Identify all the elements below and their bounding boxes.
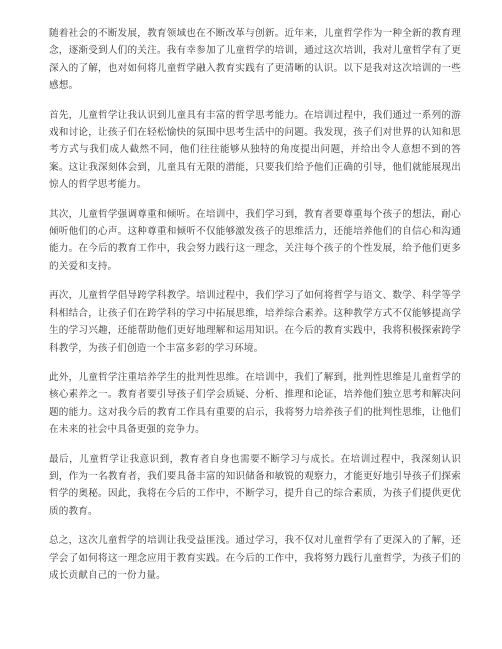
- document-body: [49, 25, 461, 596]
- paragraph-fourth: 此外，儿童哲学注重培养学生的批判性思维。在培训中，我们了解到，批判性思维是儿童哲学的核心素养之一。教育者要引导孩子们学会质疑、分析、推理和论证，培养他们独立思考和解决问题的能力。这对我今后的教育工作具有重要的启示，我将努力培养孩子们的批判性思维，让他们在未来的社会中具备更强的竞争力。: [49, 371, 461, 436]
- paragraph-second: 其次，儿童哲学强调尊重和倾听。在培训中，我们学习到，教育者要尊重每个孩子的想法，耐心倾听他们的心声。这种尊重和倾听不仅能够激发孩子的思维活力，还能培养他们的自信心和沟通能力。在今后的教育工作中，我会努力践行这一理念，关注每个孩子的个性发展，给予他们更多的关爱和支持。: [49, 208, 461, 272]
- paragraph-intro: 随着社会的不断发展，教育领域也在不断改革与创新。近年来，儿童哲学作为一种全新的教育理念，逐渐受到人们的关注。我有幸参加了儿童哲学的培训，通过这次培训，我对儿童哲学有了更深入的了解，也对如何将儿童哲学融入教育实践有了更清晰的认识。以下是我对这次培训的一些感想。: [49, 28, 461, 92]
- paragraph-third: 再次，儿童哲学倡导跨学科教学。培训过程中，我们学习了如何将哲学与语文、数学、科学等学科相结合，让孩子们在跨学科的学习中拓展思维，培养综合素养。这种教学方式不仅能够提高学生的学习兴趣，还能帮助他们更好地理解和运用知识。在今后的教育实践中，我将积极探索跨学科教学，为孩子们创造一个丰富多彩的学习环境。: [49, 290, 461, 354]
- paragraph-fifth: 最后，儿童哲学让我意识到，教育者自身也需要不断学习与成长。在培训过程中，我深刻认识到，作为一名教育者，我们要具备丰富的知识储备和敏锐的观察力，才能更好地引导孩子们探索哲学的奥秘。因此，我将在今后的工作中，不断学习，提升自己的综合素质，为孩子们提供更优质的教育。: [49, 453, 461, 517]
- paragraph-first: 首先，儿童哲学让我认识到儿童具有丰富的哲学思考能力。在培训过程中，我们通过一系列的游戏和讨论，让孩子们在轻松愉快的氛围中思考生活中的问题。我发现，孩子们对世界的认知和思考方式与我们成人截然不同，他们往往能够从独特的角度提出问题，并给出令人意想不到的答案。这让我深刻体会到，儿童具有无限的潜能，只要我们给予他们正确的引导，他们就能展现出惊人的哲学思考能力。: [49, 109, 461, 191]
- paragraph-conclusion: 总之，这次儿童哲学的培训让我受益匪浅。通过学习，我不仅对儿童哲学有了更深入的了解，还学会了如何将这一理念应用于教育实践。在今后的工作中，我将努力践行儿童哲学，为孩子们的成长贡献自己的一份力量。: [49, 535, 461, 581]
